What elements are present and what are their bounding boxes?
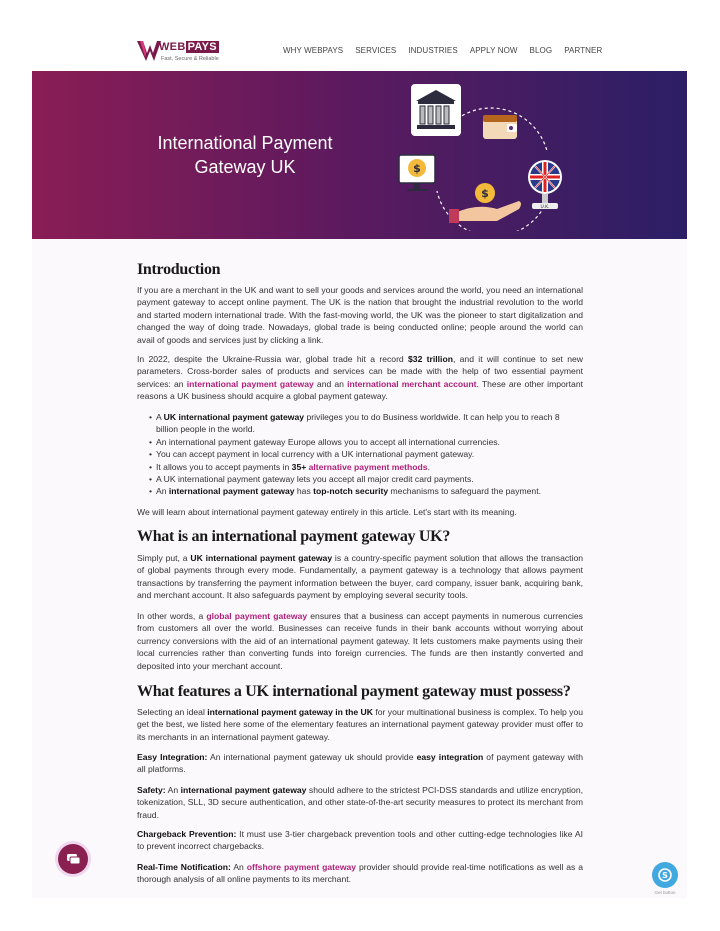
skype-caption: Get button xyxy=(654,890,676,895)
bullet-4-end: . xyxy=(427,461,430,472)
link-international-payment-gateway[interactable]: international payment gateway xyxy=(186,378,314,389)
nav-why-webpays[interactable]: WHY WEBPAYS xyxy=(283,46,344,55)
feature-3-text-a: It must use 3-tier chargeback prevention tools and other cutting-edge technologies like AI to prevent incorrect chargebacks. xyxy=(137,829,583,852)
feature-1-bold: easy integration xyxy=(416,752,484,762)
monitor-dollar-icon xyxy=(399,155,435,191)
what-paragraph-2 xyxy=(137,610,583,672)
intro-paragraph-2 xyxy=(137,353,583,403)
main-nav xyxy=(283,46,602,55)
feature-4-text-c: provider should provide real-time notifications as well as a thorough analysis of all online payments to its merchant. xyxy=(137,862,584,885)
feature-safety xyxy=(137,784,583,821)
chat-widget-button[interactable] xyxy=(58,844,88,874)
nav-services[interactable]: SERVICES xyxy=(355,46,397,55)
bullet-4-bold: 35+ xyxy=(291,461,307,472)
intro-p2-text-a: In 2022, despite the Ukraine-Russia war, global trade hit a record xyxy=(137,354,409,364)
link-offshore-payment-gateway[interactable]: offshore payment gateway xyxy=(246,862,357,872)
benefits-list xyxy=(137,411,583,498)
bullet-4-text-a: It allows you to accept payments in xyxy=(156,461,292,472)
chat-bubble-icon xyxy=(58,844,88,874)
bank-icon xyxy=(411,84,461,136)
intro-p2-text-c: , and it will continue to set new parameters. Cross-border sales of products and services can be made with the help of two essential payment services: an xyxy=(137,354,583,389)
feature-2-bold: international payment gateway xyxy=(180,785,307,795)
webpays-logo-mark-icon xyxy=(137,39,161,63)
feature-4-text-a: An xyxy=(230,862,247,872)
features-p1-text-c: for your multinational business is complex. To help you get the best, we listed here some of the elementary features an international payment gateway provider must offer to its merchants in an international payment gateway. xyxy=(137,707,584,742)
trade-figure: $32 trillion xyxy=(408,354,453,364)
link-international-merchant-account[interactable]: international merchant account xyxy=(347,378,477,389)
features-p1-text-a: Selecting an ideal xyxy=(137,707,208,717)
uk-flag-label: U.K. xyxy=(540,205,550,210)
article-body xyxy=(32,239,687,898)
features-intro-paragraph xyxy=(137,706,583,743)
svg-text:$: $ xyxy=(413,162,421,175)
list-item xyxy=(137,461,583,473)
nav-industries[interactable]: INDUSTRIES xyxy=(408,46,458,55)
skype-button[interactable] xyxy=(652,862,678,888)
heading-what-is: What is an international payment gateway UK? xyxy=(137,528,451,545)
what-p2-text-c: ensures that a business can accept payments in numerous currencies from customers all over the world. Businesses can receive funds in their bank accounts without worrying about currency conversions with the aid of an international payment gateway. It lets customers make payments using their local currencies rather than converting funds into foreign currencies. The funds are then instantly converted and deposited into your merchant account. xyxy=(137,611,583,671)
skype-icon xyxy=(652,862,678,888)
bullet-6-text-c: has xyxy=(294,486,314,497)
logo-text-web: WEB xyxy=(159,41,186,53)
feature-2-text-c: should adhere to the strictest PCI-DSS standards and utilize encryption, tokenization, SLL, 3D secure authentication, and other state-of-the-art security measures to protect its merchant from fraud. xyxy=(137,785,583,820)
feature-1-text-c: of payment gateway with all platforms. xyxy=(137,752,583,775)
webpays-logo[interactable] xyxy=(137,39,222,65)
feature-1-text-a: An international payment gateway uk should provide xyxy=(207,752,417,762)
bullet-1-text-a: A xyxy=(156,412,164,422)
bullet-6-bold-2: top-notch security xyxy=(313,486,389,497)
feature-label-safety: Safety: xyxy=(137,785,166,795)
hand-coin-icon xyxy=(449,183,521,223)
feature-easy-integration xyxy=(137,751,583,776)
uk-flag-globe-icon xyxy=(528,160,562,210)
svg-text:S: S xyxy=(662,871,668,880)
feature-chargeback-prevention xyxy=(137,828,583,853)
logo-tagline: Fast, Secure & Reliable xyxy=(161,56,219,62)
logo-text-pays: PAYS xyxy=(187,41,217,53)
intro-paragraph-3: We will learn about international payment gateway entirely in this article. Let's start with its meaning. xyxy=(137,507,517,517)
list-item: • You can accept payment in local currency with a UK international payment gateway. xyxy=(137,448,583,460)
what-p2-text-a: In other words, a xyxy=(137,611,207,621)
heading-introduction: Introduction xyxy=(137,261,221,278)
what-p1-bold: UK international payment gateway xyxy=(190,553,333,563)
site-header xyxy=(0,0,720,70)
intro-p2-text-e: and an xyxy=(313,378,348,389)
features-p1-bold: international payment gateway in the UK xyxy=(207,707,373,717)
what-p1-text-a: Simply put, a xyxy=(137,553,191,563)
feature-real-time-notification xyxy=(137,861,583,886)
hero-illustration xyxy=(397,81,577,231)
bullet-6-text-e: mechanisms to safeguard the payment. xyxy=(388,486,541,497)
nav-apply-now[interactable]: APPLY NOW xyxy=(469,46,518,55)
svg-text:$: $ xyxy=(481,187,489,200)
bullet-1-text-c: privileges you to do Business worldwide. It can help you to reach 8 billion people in the world. xyxy=(156,412,560,435)
wallet-icon xyxy=(483,115,517,139)
nav-blog[interactable]: BLOG xyxy=(529,46,553,55)
list-item xyxy=(137,411,583,436)
what-p1-text-c: is a country-specific payment solution that allows the transaction of global payments through every mode. Fundamentally, a payment gateway is a technology that allows payment transactions by transferring the payment information between the buyer, card company, issuer bank, acquiring bank, and merchant account. It also safeguards payment by employing several security tools. xyxy=(137,553,584,601)
nav-partner[interactable]: PARTNER xyxy=(564,46,603,55)
feature-label-chargeback: Chargeback Prevention: xyxy=(137,829,237,839)
heading-features: What features a UK international payment gateway must possess? xyxy=(137,683,571,700)
feature-label-real-time: Real-Time Notification: xyxy=(137,862,231,872)
intro-p2-text-g: . These are other important reasons a UK business should acquire a global payment gateway. xyxy=(137,378,583,402)
feature-label-easy-integration: Easy Integration: xyxy=(137,752,208,762)
bullet-6-text-a: An xyxy=(156,486,169,497)
list-item: • A UK international payment gateway lets you accept all major credit card payments. xyxy=(137,473,583,485)
hero-banner xyxy=(32,71,687,239)
what-paragraph-1 xyxy=(137,552,583,602)
intro-paragraph-1: If you are a merchant in the UK and want to sell your goods and services around the world, you need an international payment gateway to accept online payment. The UK is the nation that brought the industrial revolution to the world and started modern international trade. With the fast-moving world, the UK was the pioneer to start digitalization and changed the way of doing trade. Nowadays, global trade is being conducted online; people around the world can avail of goods and services just by clicking a link. xyxy=(137,285,583,345)
list-item: • An international payment gateway Europe allows you to accept all international currencies. xyxy=(137,436,583,448)
link-alternative-payment-methods[interactable]: alternative payment methods xyxy=(308,461,428,472)
link-global-payment-gateway[interactable]: global payment gateway xyxy=(206,611,308,621)
bullet-1-bold: UK international payment gateway xyxy=(163,412,305,422)
hero-title: International Payment Gateway UK xyxy=(157,133,333,177)
bullet-6-bold-1: international payment gateway xyxy=(168,486,295,497)
list-item xyxy=(137,485,583,497)
feature-2-text-a: An xyxy=(165,785,181,795)
